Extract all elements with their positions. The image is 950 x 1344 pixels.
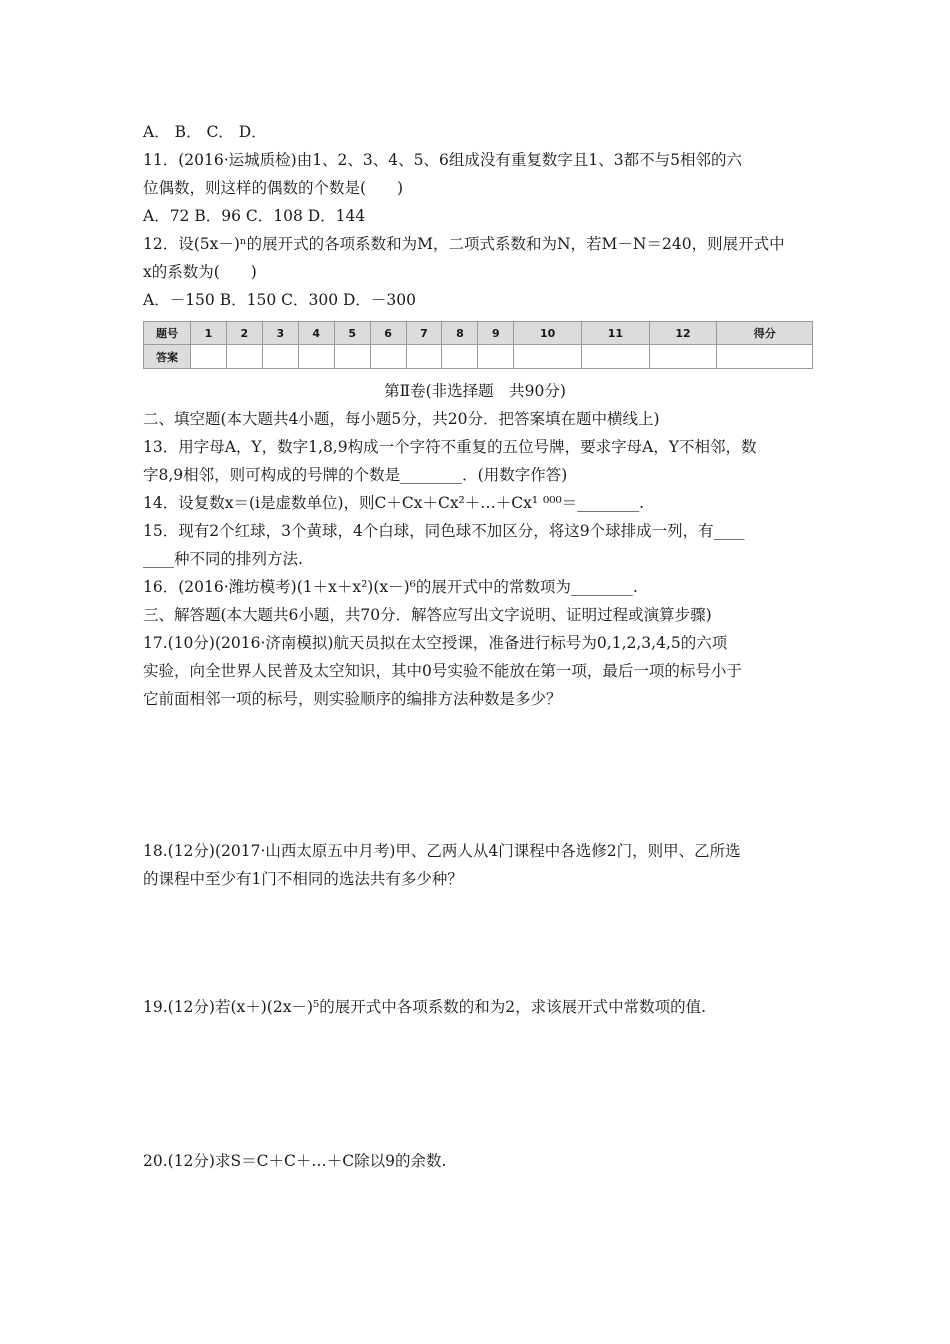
answer-cell[interactable]	[334, 345, 370, 369]
question-12-line-2: x的系数为( )	[143, 263, 257, 281]
question-13-line-1: 13．用字母A，Y，数字1,8,9构成一个字符不重复的五位号牌，要求字母A，Y不相邻，数	[143, 438, 757, 456]
table-col-7: 7	[406, 322, 442, 345]
table-score-label: 得分	[717, 322, 813, 345]
question-20: 20.(12分)求S＝C＋C＋…＋C除以9的余数.	[143, 1152, 447, 1170]
question-18-line-2: 的课程中至少有1门不相同的选法共有多少种？	[143, 870, 463, 888]
answer-cell[interactable]	[442, 345, 478, 369]
table-col-8: 8	[442, 322, 478, 345]
table-col-6: 6	[370, 322, 406, 345]
answer-cell[interactable]	[478, 345, 514, 369]
table-col-1: 1	[191, 322, 227, 345]
score-cell[interactable]	[717, 345, 813, 369]
question-13-line-2: 字8,9相邻，则可构成的号牌的个数是________．(用数字作答)	[143, 466, 568, 484]
question-11-line-1: 11．(2016·运城质检)由1、2、3、4、5、6组成没有重复数字且1、3都不与5相邻的六	[143, 151, 742, 169]
answer-table-answer-row	[144, 345, 813, 369]
options-q10: A． B． C． D．	[143, 123, 267, 141]
answer-cell[interactable]	[191, 345, 227, 369]
question-17-line-1: 17.(10分)(2016·济南模拟)航天员拟在太空授课，准备进行标号为0,1,2,3,4,5的六项	[143, 634, 728, 652]
table-col-3: 3	[262, 322, 298, 345]
answer-cell[interactable]	[514, 345, 582, 369]
answer-cell[interactable]	[226, 345, 262, 369]
options-q11: A．72 B．96 C．108 D．144	[143, 207, 366, 225]
answer-table-header-row	[144, 322, 813, 345]
question-14: 14．设复数x＝(i是虚数单位)，则C＋Cx＋Cx²＋…＋Cx¹ ⁰⁰⁰＝________.	[143, 494, 645, 512]
answer-cell[interactable]	[298, 345, 334, 369]
question-12-line-1: 12．设(5x－)ⁿ的展开式的各项系数和为M，二项式系数和为N，若M－N＝240，则展开式中	[143, 235, 785, 253]
answer-cell[interactable]	[582, 345, 650, 369]
solution-heading: 三、解答题(本大题共6小题，共70分．解答应写出文字说明、证明过程或演算步骤)	[143, 606, 712, 624]
question-11-line-2: 位偶数，则这样的偶数的个数是( )	[143, 179, 404, 197]
table-header-label: 题号	[144, 322, 191, 345]
answer-cell[interactable]	[406, 345, 442, 369]
table-col-2: 2	[226, 322, 262, 345]
question-18-line-1: 18.(12分)(2017·山西太原五中月考)甲、乙两人从4门课程中各选修2门，则甲、乙所选	[143, 842, 741, 860]
table-col-11: 11	[582, 322, 650, 345]
section-2-title: 第Ⅱ卷(非选择题 共90分)	[384, 382, 566, 400]
question-16: 16．(2016·潍坊模考)(1＋x＋x²)(x－)⁶的展开式中的常数项为________.	[143, 578, 638, 596]
table-col-9: 9	[478, 322, 514, 345]
question-17-line-3: 它前面相邻一项的标号，则实验顺序的编排方法种数是多少？	[143, 690, 562, 708]
options-q12: A．－150 B．150 C．300 D．－300	[143, 291, 416, 309]
answer-cell[interactable]	[262, 345, 298, 369]
question-17-line-2: 实验，向全世界人民普及太空知识，其中0号实验不能放在第一项，最后一项的标号小于	[143, 662, 742, 680]
table-col-12: 12	[649, 322, 717, 345]
table-col-10: 10	[514, 322, 582, 345]
question-15-line-1: 15．现有2个红球，3个黄球，4个白球，同色球不加区分，将这9个球排成一列，有____	[143, 522, 745, 540]
fill-in-heading: 二、填空题(本大题共4小题，每小题5分，共20分．把答案填在题中横线上)	[143, 410, 660, 428]
answer-table	[143, 321, 813, 369]
question-15-line-2: ____种不同的排列方法.	[143, 550, 303, 568]
table-col-4: 4	[298, 322, 334, 345]
question-19: 19.(12分)若(x＋)(2x－)⁵的展开式中各项系数的和为2，求该展开式中常数项的值.	[143, 998, 707, 1016]
answer-cell[interactable]	[370, 345, 406, 369]
answer-cell[interactable]	[649, 345, 717, 369]
table-col-5: 5	[334, 322, 370, 345]
table-answer-label: 答案	[144, 345, 191, 369]
